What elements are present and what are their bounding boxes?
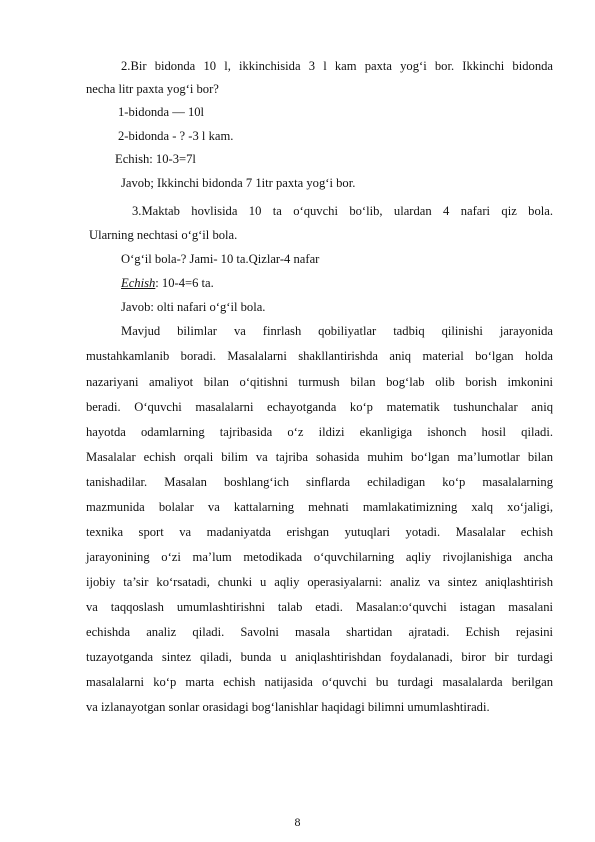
problem2-condition1: 1-bidonda — 10l	[118, 105, 205, 119]
problem2-solution: Echish: 10-3=7l	[115, 152, 196, 166]
problem3-solution	[121, 275, 214, 291]
paragraph-line: texnika sport va madaniyatda erishgan yutuqlari yotadi. Masalalar echish	[86, 525, 553, 539]
page-number: 8	[294, 815, 301, 829]
solution-value: : 10-4=6 ta.	[155, 276, 214, 290]
paragraph-line: masalalarni ko‘p marta echish natijasida o‘quvchi bu turdagi masalalarda berilgan	[86, 675, 553, 689]
paragraph-line: jarayonining o‘zi ma’lum metodikada o‘quvchilarning aqliy rivojlanishiga ancha	[86, 550, 553, 564]
paragraph-line: hayotda odamlarning tajribasida o‘z ildizi ekanligiga ishonch hosil qiladi.	[86, 425, 553, 439]
problem3-question: O‘g‘il bola-? Jami- 10 ta.Qizlar-4 nafar	[121, 252, 320, 266]
paragraph-line: tuzayotganda sintez qiladi, bunda u aniqlashtirishdan foydalanadi, biror bir turdagi	[86, 650, 553, 664]
problem2-answer: Javob; Ikkinchi bidonda 7 1itr paxta yog‘i bor.	[121, 176, 356, 190]
problem3-answer: Javob: olti nafari o‘g‘il bola.	[121, 300, 266, 314]
paragraph-line: beradi. O‘quvchi masalalarni echayotganda ko‘p matematik tushunchalar aniq	[86, 400, 553, 414]
paragraph-line: Masalalar echish orqali bilim va tajriba sohasida muhim bo‘lgan ma’lumotlar bilan	[86, 450, 553, 464]
paragraph-line: va taqqoslash umumlashtirishni talab etadi. Masalan:o‘quvchi istagan masalani	[86, 600, 553, 614]
paragraph-line: ijobiy ta’sir ko‘rsatadi, chunki u aqliy operasiyalarni: analiz va sintez aniqlashtirish	[86, 575, 553, 589]
paragraph-line: echishda analiz qiladi. Savolni masala shartidan ajratadi. Echish rejasini	[86, 625, 553, 639]
paragraph-line: mazmunida bolalar va kattalarning mehnati mamlakatimizning xalq xo‘jaligi,	[86, 500, 553, 514]
solution-label: Echish	[121, 276, 156, 290]
problem3-line1: 3.Maktab hovlisida 10 ta o‘quvchi bo‘lib, ulardan 4 nafari qiz bola.	[132, 204, 553, 218]
paragraph-line: nazariyani amaliyot bilan o‘qitishni turmush bilan bog‘lab olib borish imkonini	[86, 375, 553, 389]
problem2-line2: necha litr paxta yog‘i bor?	[86, 82, 219, 96]
paragraph-line: Mavjud bilimlar va finrlash qobiliyatlar tadbiq qilinishi jarayonida	[121, 324, 553, 338]
paragraph-line: va izlanayotgan sonlar orasidagi bog‘lanishlar haqidagi bilimni umumlashtiradi.	[86, 700, 490, 714]
paragraph-line: tanishadilar. Masalan boshlang‘ich sinflarda echiladigan ko‘p masalalarning	[86, 475, 553, 489]
problem2-line1: 2.Bir bidonda 10 l, ikkinchisida 3 l kam paxta yog‘i bor. Ikkinchi bidonda	[121, 59, 553, 73]
paragraph-line: mustahkamlanib boradi. Masalalarni shakllantirishda aniq material bo‘lgan holda	[86, 349, 553, 363]
problem2-condition2: 2-bidonda - ? -3 l kam.	[118, 129, 234, 143]
problem3-line2: Ularning nechtasi o‘g‘il bola.	[89, 228, 238, 242]
